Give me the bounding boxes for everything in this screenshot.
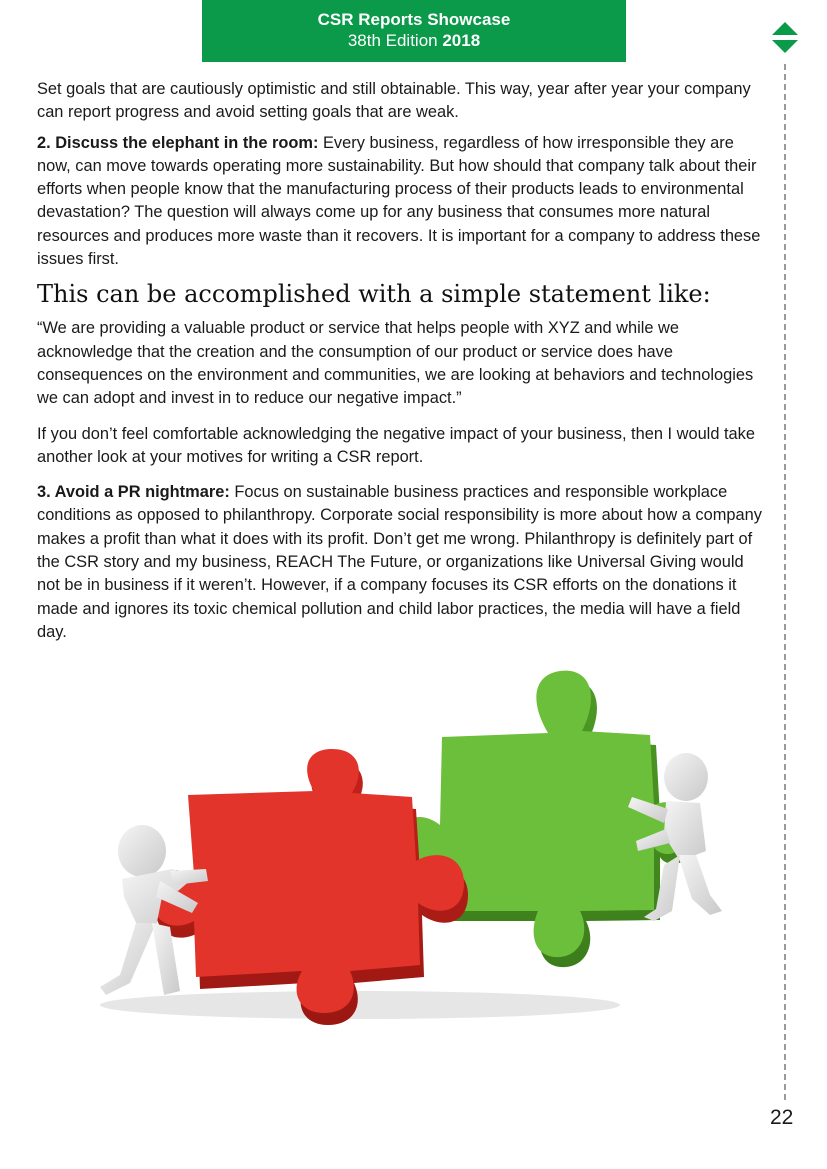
edition-label: 38th Edition [347, 31, 438, 50]
section-3-heading: 3. Avoid a PR nightmare: [37, 483, 230, 502]
dashed-divider [784, 64, 786, 1100]
paragraph-motives: If you don’t feel comfortable acknowledging the negative impact of your business, then I would take another look at your motives for writing a CSR report. [37, 424, 755, 466]
green-puzzle-piece [396, 671, 698, 967]
header-banner [202, 0, 626, 62]
section-2-text: Every business, regardless of how irresponsible they are now, can move towards operating more sustainability. But how should that company talk about their efforts when people know that the manufacturing process of their products leads to environmental devastation? The question will always come up for any business that consumes more natural resources and produces more waste than it recovers. It is important for a company to address these issues first. [37, 133, 761, 269]
statement-subheading: This can be accomplished with a simple statement like: [37, 280, 711, 309]
statement-quote: “We are providing a valuable product or service that helps people with XYZ and while we acknowledge that the creation and the consumption of our product or service does have consequences on the environment and communities, we are looking at behaviors and technologies we can adopt and invest in to reduce our negative impact.” [37, 319, 754, 408]
section-2-heading: 2. Discuss the elephant in the room: [37, 133, 319, 152]
red-puzzle-piece [152, 749, 468, 1025]
article-body [37, 78, 769, 651]
edition-line [202, 30, 626, 52]
publication-title: CSR Reports Showcase [317, 10, 511, 29]
puzzle-illustration [60, 665, 740, 1030]
section-3-text: Focus on sustainable business practices and responsible workplace conditions as opposed to philanthropy. Corporate social responsibility is more about how a company makes a profit than what it does with its profit. Don’t get me wrong. Philanthropy is definitely part of the CSR story and my business, REACH The Future, or organizations like Universal Giving would not be in business if it weren’t. However, if a company focuses its CSR efforts on the donations it made and ignores its toxic chemical pollution and child labor practices, the media will have a field day. [37, 483, 762, 641]
edition-year: 2018 [442, 31, 481, 50]
triangle-up-icon[interactable] [772, 22, 798, 35]
page-number: 22 [770, 1106, 794, 1129]
section-3 [37, 481, 769, 644]
paragraph-goals: Set goals that are cautiously optimistic and still obtainable. This way, year after year your company can report progress and avoid setting goals that are weak. [37, 80, 751, 122]
triangle-down-icon[interactable] [772, 40, 798, 53]
page-nav-arrows [771, 22, 799, 54]
floor-shadow [100, 991, 620, 1019]
section-2 [37, 132, 769, 272]
left-figure [100, 825, 208, 995]
